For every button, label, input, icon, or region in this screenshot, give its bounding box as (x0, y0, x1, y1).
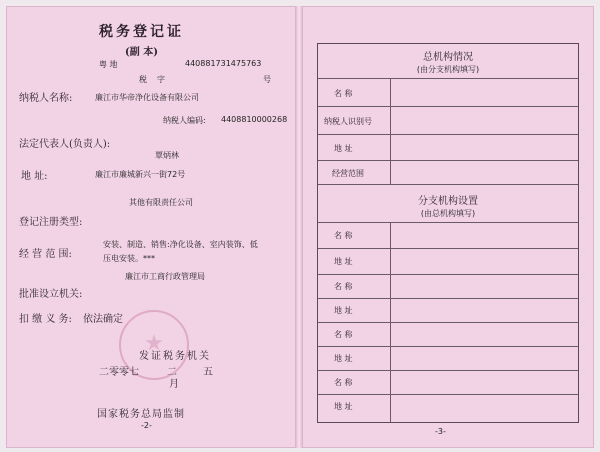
char-zi: 税 (139, 75, 147, 84)
head-office-title: 总机构情况 (423, 52, 473, 63)
taxpayer-code-label: 纳税人编码: (163, 116, 206, 125)
scope-label: 经 营 范 围: (19, 249, 72, 260)
taxpayer-code: 4408810000268 (221, 115, 288, 124)
certificate-subtitle: (副 本) (125, 47, 158, 58)
issuer: 发证税务机关 (139, 351, 211, 362)
head-taxid-label: 纳税人识别号 (324, 117, 372, 126)
date-year: 二零零七 (99, 367, 139, 378)
approval-authority: 廉江市工商行政管理局 (125, 272, 205, 281)
left-page (6, 6, 296, 448)
date-yue: 月 (169, 379, 179, 390)
head-address-label: 地 址 (334, 144, 353, 153)
left-page-number: -2- (141, 421, 152, 430)
date-day: 五 (203, 367, 213, 378)
branch-1-name-label: 名 称 (334, 231, 353, 240)
branch-info-table (317, 43, 579, 423)
branch-4-address-label: 地 址 (334, 402, 353, 411)
certificate-title: 税务登记证 (99, 24, 184, 40)
withhold-label: 扣 缴 义 务: (19, 314, 72, 325)
reg-type: 其他有限责任公司 (129, 198, 193, 207)
branch-note: (由总机构填写) (420, 209, 476, 218)
tax-no: 440881731475763 (185, 59, 262, 68)
right-page-number: -3- (435, 427, 446, 436)
date-month: 二 (167, 367, 177, 378)
branch-1-address-label: 地 址 (334, 257, 353, 266)
address: 廉江市廉城新兴一街72号 (95, 170, 186, 179)
address-label: 地 址: (21, 171, 48, 182)
scope-line2: 压电安装。*** (103, 254, 155, 263)
reg-type-label: 登记注册类型: (19, 217, 83, 228)
withhold-value: 依法确定 (83, 314, 123, 325)
branch-3-address-label: 地 址 (334, 354, 353, 363)
branch-3-name-label: 名 称 (334, 330, 353, 339)
tax-no-prefix: 粤 地 (99, 60, 118, 69)
footer-org: 国家税务总局监制 (97, 409, 185, 420)
branch-title: 分支机构设置 (418, 196, 478, 207)
branch-4-name-label: 名 称 (334, 378, 353, 387)
head-name-label: 名 称 (334, 89, 353, 98)
scope-line1: 安装、制造、销售:净化设备、室内装饰、低 (103, 240, 258, 249)
right-page (302, 6, 594, 448)
legal-rep-label: 法定代表人(负责人): (19, 139, 111, 150)
head-office-note: (由分支机构填写) (416, 65, 480, 74)
legal-rep: 覃炳林 (155, 151, 179, 160)
char-hao: 号 (263, 75, 271, 84)
taxpayer-name-label: 纳税人名称: (19, 93, 73, 104)
branch-2-address-label: 地 址 (334, 306, 353, 315)
char-zi2: 字 (157, 75, 165, 84)
branch-2-name-label: 名 称 (334, 282, 353, 291)
taxpayer-name: 廉江市华帝净化设备有限公司 (95, 93, 199, 102)
approval-label: 批准设立机关: (19, 289, 83, 300)
head-scope-label: 经营范围 (332, 169, 364, 178)
